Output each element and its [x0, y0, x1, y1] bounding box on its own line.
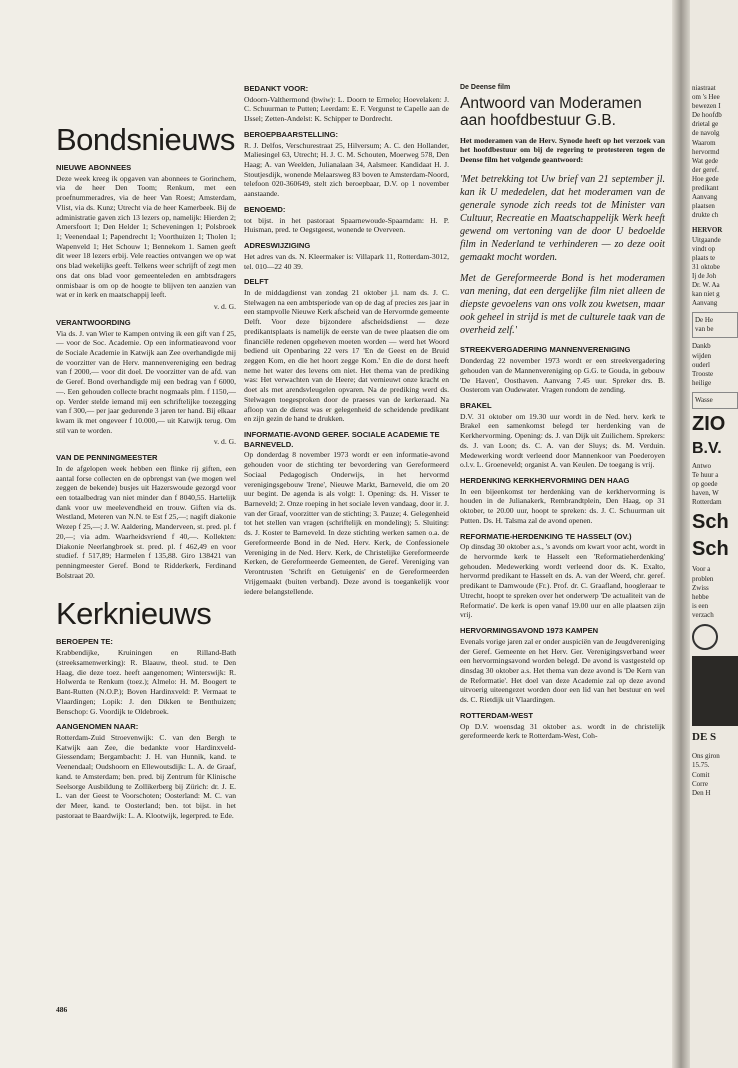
article-text: Op donderdag 8 november 1973 wordt er een informatie-avond gehouden voor de stichting ter bevordering van Gereformeerd Sociaal Pedagogisch Onderwijs, in het hervormd verenigingsgebouw 'Irene', Nieuwe Markt, Barneveld, die om 20 uur begint. De agenda is als volgt: 1. Opening: ds. H. Visser te Barneveld; 2. Onze roeping in het sociale leven vandaag, door ir. J. van der Graaf, voorzitter van de stichting; 3. Pauze; 4. Gelegenheid tot het stellen van vragen (schriftelijk en mondeling); 5. Sluiting: ds. J. Koster te Barneveld. In deze stichting werken samen o.a. de Gereformeerde Bond in de Ned. Herv. Kerk, de Confessionele Vereniging in de Ned. Herv. Kerk, de Christelijke Gereformeerde Kerken, de Gereformeerde Gemeenten, de Geref. Vereniging van Verontrusten 'Schrift en Getuigenis' en de Gereformeerden Vrijgemaakt (buiten verband). Deze avond is toegankelijk voor iedere belangstellende. — [244, 450, 449, 596]
bondsnieuws-title: Bondsnieuws — [56, 122, 235, 157]
next-page-line: Corre — [692, 779, 708, 788]
book-gutter — [672, 0, 690, 1068]
next-page-line: om 's Hee — [692, 93, 720, 102]
article-heading: VAN DE PENNINGMEESTER — [56, 453, 158, 463]
next-page-line: Ons giron — [692, 752, 720, 761]
article-lead: Het moderamen van de Herv. Synode heeft op het verzoek van het hoofdbestuur om bij de regering te protesteren tegen de Deense film het volgende geantwoord: — [460, 135, 665, 165]
next-page-line: vindt op — [692, 244, 716, 253]
next-page-line: Trooste — [692, 369, 714, 378]
next-page-ad-title: Sch — [692, 538, 729, 561]
middle-column — [244, 84, 449, 598]
next-page-line: DE S — [692, 731, 717, 744]
article-quote: 'Met betrekking tot Uw brief van 21 september jl. kan ik U mededelen, dat het moderamen van de generale synode zich reeds tot de Minister van Cultuur, Recreatie en Maatschappelijk Werk heeft gewend om vertoning van de door U bedoelde film in Nederland te verhinderen — zo deze ooit gemaakt mocht worden. — [460, 173, 665, 264]
next-page-line: Rotterdam — [692, 498, 722, 507]
article-quote: Met de Gereformeerde Bond is het moderamen van mening, dat een dergelijke film niet alleen de diepste gevoelens van ons volk zou kwetsen, maar ook geheel in strijd is met de culturele taak van de overheid zelf.' — [460, 273, 666, 337]
article-text: Het adres van ds. N. Kleermaker is: Villapark 11, Rotterdam-3012, tel. 010—22 40 39. — [244, 251, 449, 271]
next-page-line: plaatsen — [692, 202, 715, 211]
article-text: Via ds. J. van Wier te Kampen ontving ik een gift van f 25,— voor de Soc. Academie. Op een informatieavond voor de Sociale Academie in Katwijk aan Zee overhandigde mij de voorzitter van de Herv. mannenvereniging een bedrag van f 2000,— voor dit doel. De voorzitter van de afd. van de Geref. Bond overhandigde mij een bedrag van f 6000,—. Een gehouden collecte bracht nogmaals plm. f 1150,— op. Verder stelde iemand mij een schriftelijke toezegging van f 300,— per jaar gedurende 3 jaren ter hand. Bij elkaar kwam ik met ongeveer f 10.000,— uit Katwijk terug. Om stil van te worden. — [56, 328, 236, 435]
article-kicker: De Deense film — [460, 84, 511, 91]
next-page-line: van be — [695, 325, 714, 334]
next-page-line: Aanvang — [692, 299, 718, 308]
next-page-ad-box — [692, 392, 738, 409]
article-text: tot bijst. in het pastoraat Spaarnewoude-Spaarndam: H. P. Huisman, pred. te Oegstgeest, wonende te Overveen. — [244, 215, 449, 235]
article-heading: BRAKEL — [460, 400, 492, 410]
article-heading: INFORMATIE-AVOND GEREF. SOCIALE ACADEMIE TE BARNEVELD. — [244, 430, 440, 449]
next-page-line: is een — [692, 601, 709, 610]
article-heading: STREEKVERGADERING MANNENVERENIGING — [460, 345, 631, 355]
next-page-line: Voor a — [692, 565, 711, 574]
next-page-line: de navolg — [692, 129, 720, 138]
next-page-line: Te huur a — [692, 471, 719, 480]
next-page-line: hervormd — [692, 147, 720, 156]
next-page-line: problen — [692, 574, 714, 583]
article-text: In de afgelopen week hebben een flinke rij giften, een aantal forse collecten en de opbrengst van (we mogen wel zeggen de bekende) busjes uit Hazerswoude gezorgd voor een totaalbedrag van niet minder dan f 8040,55. Hartelijk dank voor uw meelevendheid en trouw. Giften via ds. Westland, Meteren van N.N. te Est f 25,—; nagift diakonie Wezep f 25,—; J. W. Aaldering, Manderveen, st. pred. pl. f 20,—; via adm. Waarheidsvriend f 40,—. Kollekten: Diakonie Neerlangbroek st. pred. pl. f 462,49 en voor studief. f 517,89; Harmelen f 135,88. Giro 138421 van penningmeester Geref. Bond te Ridderkerk, Ferdinand Bolstraat 20. — [56, 463, 236, 580]
right-column — [460, 84, 665, 743]
article-heading: VERANTWOORDING — [56, 317, 131, 327]
article-text: Evenals vorige jaren zal er onder auspiciën van de Jeugdvereniging der Geref. Gemeente en het Herv. Ger. Verenigingsverband weer een hervormingsavond worden belegd. De avond is vastgesteld op dinsdag 30 oktober a.s. Het thema van deze avond is 'De Kern van de Reformatie'. Het doel van deze Academie zal op deze avond uitvoerig uiteengezet worden door een lid van het bestuur en wel ds. C. Rietdijk uit Vlaardingen. — [460, 636, 665, 705]
article-text: Donderdag 22 november 1973 wordt er een streekvergadering gehouden van de Mannenvereniging op G.G. te Gouda, in gebouw 'De Haven', Oosthaven. Aanvang 7.45 uur. Spreker drs. B. Oosterom van Oudewater. Vragen rondom de zending. — [460, 356, 665, 395]
next-page-ad-title: Sch — [692, 511, 729, 534]
next-page-line: Den H — [692, 788, 711, 797]
left-column — [56, 84, 236, 822]
next-page-line: der geref. — [692, 165, 719, 174]
article-heading: BEROEPEN TE: — [56, 637, 113, 647]
article-heading: DELFT — [244, 277, 269, 287]
article-text: Deze week kreeg ik opgaven van abonnees te Gorinchem, via de heer Den Toom; Renkum, met een proefnummeradres, via de heer Van Roest; Amsterdam, Vlist, via ds. Kunz; Utrecht via de heer Kamerbeek. Bij de administratie gaven zich 13 lezers op, namelijk: Hierden 2; Amersfoort 1; Den Helder 1; Scheveningen 1; Polsbroek 1; Veenendaal 1; Papendrecht 1; Voorthuizen 1; Tholen 1; Wapenveld 1; Het Schouw 1; Bennekom 1. Samen geeft dit weer 18 lezers erbij. Vele reacties ontvangen we op wat ons blad wekelijks geeft. Telkens weer schrijft of zegt men ons dat ons blad voor gemeenteleden en ambtsdragers onmisbaar is om op de hoogte te blijven ten aanzien van wat er in kerk en maatschappij leeft. — [56, 173, 236, 300]
article-heading: HERDENKING KERKHERVORMING DEN HAAG — [460, 476, 630, 486]
next-page-content — [690, 0, 738, 798]
next-page-line: predikant — [692, 184, 719, 193]
next-page-line: 31 oktobe — [692, 262, 720, 271]
article-heading: HERVORMINGSAVOND 1973 KAMPEN — [460, 626, 599, 636]
next-page-line: Waarom — [692, 138, 716, 147]
kerknieuws-title: Kerknieuws — [56, 596, 212, 632]
next-page-line: Zwiss — [692, 583, 709, 592]
next-page-line: Ij de Joh — [692, 271, 717, 280]
next-page-line: drietal ge — [692, 120, 719, 129]
next-page-line: De He — [695, 316, 714, 325]
next-page-line: haven, W — [692, 489, 719, 498]
next-page-line: hebbe — [692, 592, 709, 601]
next-page-line: kan niet g — [692, 290, 720, 299]
next-page-line: bewezen I — [692, 102, 721, 111]
next-page-line: plaats te — [692, 253, 716, 262]
next-page-line: Dr. W. Aa — [692, 280, 720, 289]
article-heading: ROTTERDAM-WEST — [460, 710, 533, 720]
next-page-line: Aanvang — [692, 193, 718, 202]
article-text: Rotterdam-Zuid Stroevenwijk: C. van den Bergh te Katwijk aan Zee, die bedankte voor Hardinxveld-Giessendam; Bergambacht: J. H. van Hunnik, kand. te Veenendaal; Oudshoorn en Ellewoutsdijk: L. A. de Graaf, kand. te Amsterdam; ben. pred. bij Zentrum für Klinische Seelsorge Ausbildung te Zollikerberg bij Zürich: dr. J. E. L. van der Geest te Voorschoten; Oosterland: M. C. van der Meer, kand. te Oosterland; ben. tot bijst. in het pastoraat te Baardwijk: L. A. Klootwijk, legerpred. te Ede. — [56, 732, 236, 820]
article-text: D.V. 31 oktober om 19.30 uur wordt in de Ned. herv. kerk te Brakel een samenkomst belegd ter herdenking van de Kerkhervorming. Opening: ds. J. van Dijk uit Zuilichem. Sprekers: ds. J. van Loon; ds. C. A. van der Sluys; ds. M. Verduin. Medewerking wordt verleend door Mannenkoor van Poederoyen o.l.v. L. Groeneveld; organist A. van Keulen. De toegang is vrij. — [460, 411, 665, 470]
article-title: Antwoord van Moderamen aan hoofdbestuur G.B. — [460, 94, 642, 130]
page-number: 486 — [56, 1005, 68, 1014]
next-page-line: Antwo — [692, 462, 712, 470]
next-page-line: Hoe gede — [692, 174, 719, 183]
next-page-heading: HERVOR — [692, 226, 723, 235]
signature: v. d. G. — [213, 302, 236, 312]
signature: v. d. G. — [213, 437, 236, 447]
article-heading: BEROEPBAARSTELLING: — [244, 129, 339, 139]
next-page-line: Wasse — [695, 395, 713, 404]
article-heading: NIEUWE ABONNEES — [56, 163, 132, 172]
next-page-ad-title: B.V. — [692, 440, 722, 457]
article-text: In een bijeenkomst ter herdenking van de kerkhervorming is houden in de Julianakerk, Rembrandtplein, Den Haag, op 31 oktober, te 20.00 uur, hoopt te spreken: ds. J. C. Schuurman uit Putten. Ds. H. Talsma zal de avond openen. — [460, 486, 665, 525]
article-heading: REFORMATIE-HERDENKING TE HASSELT (OV.) — [460, 531, 632, 541]
next-page-line: 15.75. — [692, 761, 710, 770]
next-page-line: wijden — [692, 351, 712, 360]
article-heading: ADRESWIJZIGING — [244, 241, 311, 251]
article-heading: AANGENOMEN NAAR: — [56, 722, 139, 732]
next-page-dark-ad — [692, 656, 738, 726]
next-page-ad-box — [692, 312, 738, 338]
next-page-line: niastraat — [692, 84, 716, 92]
article-heading: BEDANKT VOOR: — [244, 84, 309, 93]
next-page-line: Comit — [692, 770, 710, 779]
article-text: R. J. Delfos, Verschurestraat 25, Hilversum; A. C. den Hollander, Maliesingel 63, Utrecht; H. J. C. M. Schouten, Moerweg 578, Den Haag; A. van Weelden, Julianalaan 34, Aalsmeer. Kandidaat H. J. Stoutjesdijk, wonende Melaarsweg 83 boven te Amsterdam-Noord, telefoon 020-360649, stelt zich beroepbaar, D.V. op 1 november aanstaande. — [244, 140, 449, 199]
next-page-line: Wat gede — [692, 156, 719, 165]
article-text: Op D.V. woensdag 31 oktober a.s. wordt in de christelijk gereformeerde kerk te Rotterdam-West, Coh- — [460, 721, 665, 741]
article-heading: BENOEMD: — [244, 204, 286, 214]
article-text: Krabbendijke, Kruiningen en Rilland-Bath (streeksamenwerking): R. Blaauw, theol. stud. te Den Haag, die deze toez. heeft aangenomen; Winterswijk: R. Holwerda te Renkum (toez.); Almelo: H. M. Boogert te Bant-Rutten (N.O.P.); Boven Hardinxveld: P. Vermaat te Vlaardingen; Lopik: J. den Dikken te Benthuizen; Benschop: G. Voordijk te Oldebroek. — [56, 648, 236, 716]
article-text: Op dinsdag 30 oktober a.s., 's avonds om kwart voor acht, wordt in de hervormde kerk te Hasselt een 'Reformatieherdenking' gehouden. Medewerking wordt verleend door ds. K. Exalto, hervormd predikant te Hasselt en ds. A. van der Weerd, chr. geref. predikant te Damwoude (Fr.). Prof. dr. C. Graafland, hoogleraar te Utrecht, hoopt te spreken over het onderwerp 'De actualiteit van de Reformatie'. De kerk is open vanaf 19.00 uur en alle plaatsen zijn vrij. — [460, 542, 665, 620]
next-page-line: heilige — [692, 378, 712, 387]
next-page-line: Uitgaande — [692, 235, 721, 244]
next-page-line: verzach — [692, 610, 714, 619]
next-page-edge — [690, 0, 738, 1068]
next-page-ad-title: ZIO — [692, 413, 726, 435]
next-page-line: op goede — [692, 480, 718, 489]
next-page-line: drukte ch — [692, 211, 719, 220]
swiss-logo-icon — [692, 624, 718, 650]
next-page-line: De hoofdb — [692, 111, 722, 120]
article-text: Odoorn-Valthermond (bwiw): L. Doorn te Ermelo; Hoevelaken: J. C. Schuurman te Putten; Leerdam: E. F. Vergunst te Capelle aan de IJssel; Zetten-Andelst: K. Schipper te Dordrecht. — [244, 94, 449, 124]
next-page-line: ouderl — [692, 360, 710, 369]
article-text: In de middagdienst van zondag 21 oktober j.l. nam ds. J. C. Stelwagen na een ambtsperiode van op de dag af precies zes jaar in een stampvolle Nieuwe Kerk afscheid van de Hervormde gemeente Delft. Voor deze bijzondere afscheidsdienst — deze predikantsplaats is namelijk de eerste van de twee plaatsen die om financiële redenen opgeheven moeten worden — werd het Woord bediend uit Openbaring 22 vers 17 'En de Geest en de Bruid zeggen Kom, en die het hoort zegge Kom.' En die de dorst heeft neme het water des levens om niet. Het thema van de prediking was: Het verwachten van de Heere; dat vernieuwt onze kracht en doet als met arendsvleugelen opvaren. Na de prediking werd ds. Stelwagen toegesproken door de praeses van de kerkeraad. Na afloop van de dienst was er gelegenheid de scheidende predikant en zijn gezin de hand te drukken. — [244, 287, 449, 424]
next-page-line: Dankb — [692, 342, 711, 351]
